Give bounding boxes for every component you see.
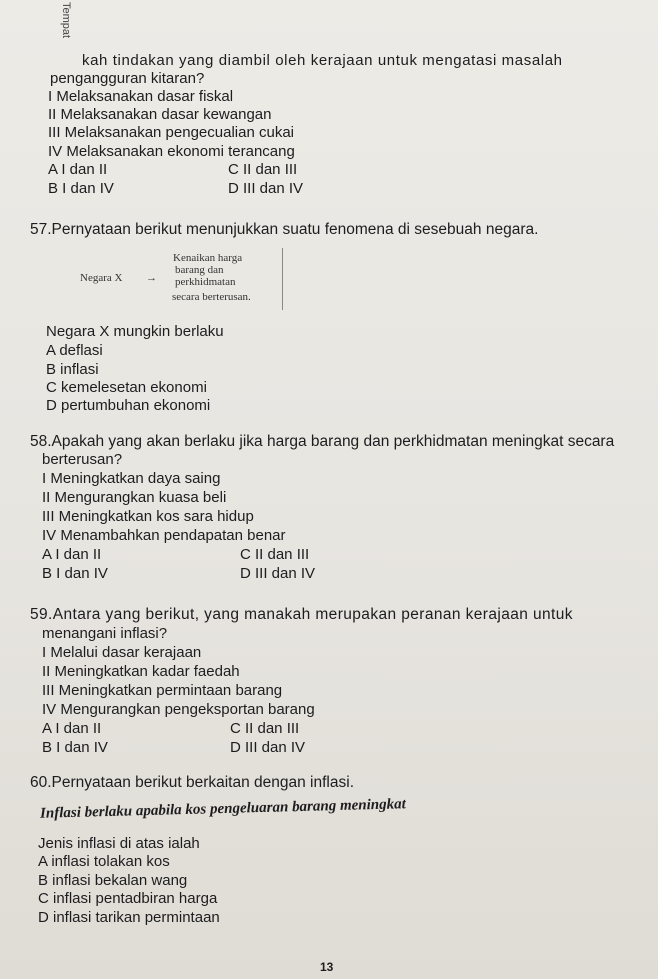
q58-item-4: IV Menambahkan pendapatan benar <box>42 527 286 544</box>
diagram-arrow: → <box>146 272 157 284</box>
q55-option-b: B I dan IV <box>48 180 114 197</box>
q60-text: 60.Pernyataan berikut berkaitan dengan inflasi. <box>30 774 354 791</box>
q60-choice-a: A inflasi tolakan kos <box>38 853 170 870</box>
q59-line2: menangani inflasi? <box>42 625 168 642</box>
q55-option-d: D III dan IV <box>228 180 304 197</box>
diagram-line-2: barang dan <box>175 264 224 276</box>
diagram-country: Negara X <box>80 272 123 284</box>
q55-option-c: C II dan III <box>228 161 298 178</box>
q59-option-a: A I dan II <box>42 720 102 737</box>
q55-item-4: IV Melaksanakan ekonomi terancang <box>48 143 295 160</box>
q58-item-3: III Meningkatkan kos sara hidup <box>42 508 254 525</box>
q58-line2: berterusan? <box>42 451 123 468</box>
side-tab-label: Tempat <box>60 2 72 39</box>
q60-prompt: Jenis inflasi di atas ialah <box>38 835 200 852</box>
q59-item-1: I Melalui dasar kerajaan <box>42 644 202 661</box>
q55-item-3: III Melaksanakan pengecualian cukai <box>48 124 294 141</box>
q57-choice-d: D pertumbuhan ekonomi <box>46 397 211 414</box>
q58-option-b: B I dan IV <box>42 565 108 582</box>
q58-option-c: C II dan III <box>240 546 310 563</box>
diagram-line-3: perkhidmatan <box>175 276 236 288</box>
q60-choice-d: D inflasi tarikan permintaan <box>38 909 220 926</box>
q60-quote: Inflasi berlaku apabila kos pengeluaran barang meningkat <box>39 796 407 822</box>
q60-choice-b: B inflasi bekalan wang <box>38 872 188 889</box>
q58-item-1: I Meningkatkan daya saing <box>42 470 221 487</box>
page-number: 13 <box>320 960 334 974</box>
q59-option-d: D III dan IV <box>230 739 306 756</box>
q59-option-c: C II dan III <box>230 720 300 737</box>
q58-option-d: D III dan IV <box>240 565 316 582</box>
q58-item-2: II Mengurangkan kuasa beli <box>42 489 227 506</box>
diagram-line-4: secara berterusan. <box>172 291 251 303</box>
q58-line1: 58.Apakah yang akan berlaku jika harga barang dan perkhidmatan meningkat secara <box>30 433 615 450</box>
diagram-line-1: Kenaikan harga <box>173 252 243 264</box>
q57-choice-a: A deflasi <box>46 342 103 359</box>
q59-option-b: B I dan IV <box>42 739 108 756</box>
q55-item-1: I Melaksanakan dasar fiskal <box>48 88 234 105</box>
q59-item-3: III Meningkatkan permintaan barang <box>42 682 283 699</box>
q59-item-2: II Meningkatkan kadar faedah <box>42 663 240 680</box>
q60-choice-c: C inflasi pentadbiran harga <box>38 890 218 907</box>
q57-choice-c: C kemelesetan ekonomi <box>46 379 207 396</box>
q55-item-2: II Melaksanakan dasar kewangan <box>48 106 272 123</box>
q55-line2: pengangguran kitaran? <box>50 70 205 87</box>
q57-prompt: Negara X mungkin berlaku <box>46 323 224 340</box>
q59-line1: 59.Antara yang berikut, yang manakah merupakan peranan kerajaan untuk <box>30 606 573 623</box>
diagram-bracket <box>282 248 301 310</box>
q57-text: 57.Pernyataan berikut menunjukkan suatu fenomena di sesebuah negara. <box>30 221 539 238</box>
q55-line1: kah tindakan yang diambil oleh kerajaan untuk mengatasi masalah <box>82 52 563 69</box>
q57-choice-b: B inflasi <box>46 361 99 378</box>
q58-option-a: A I dan II <box>42 546 102 563</box>
q59-item-4: IV Mengurangkan pengeksportan barang <box>42 701 315 718</box>
q55-option-a: A I dan II <box>48 161 108 178</box>
